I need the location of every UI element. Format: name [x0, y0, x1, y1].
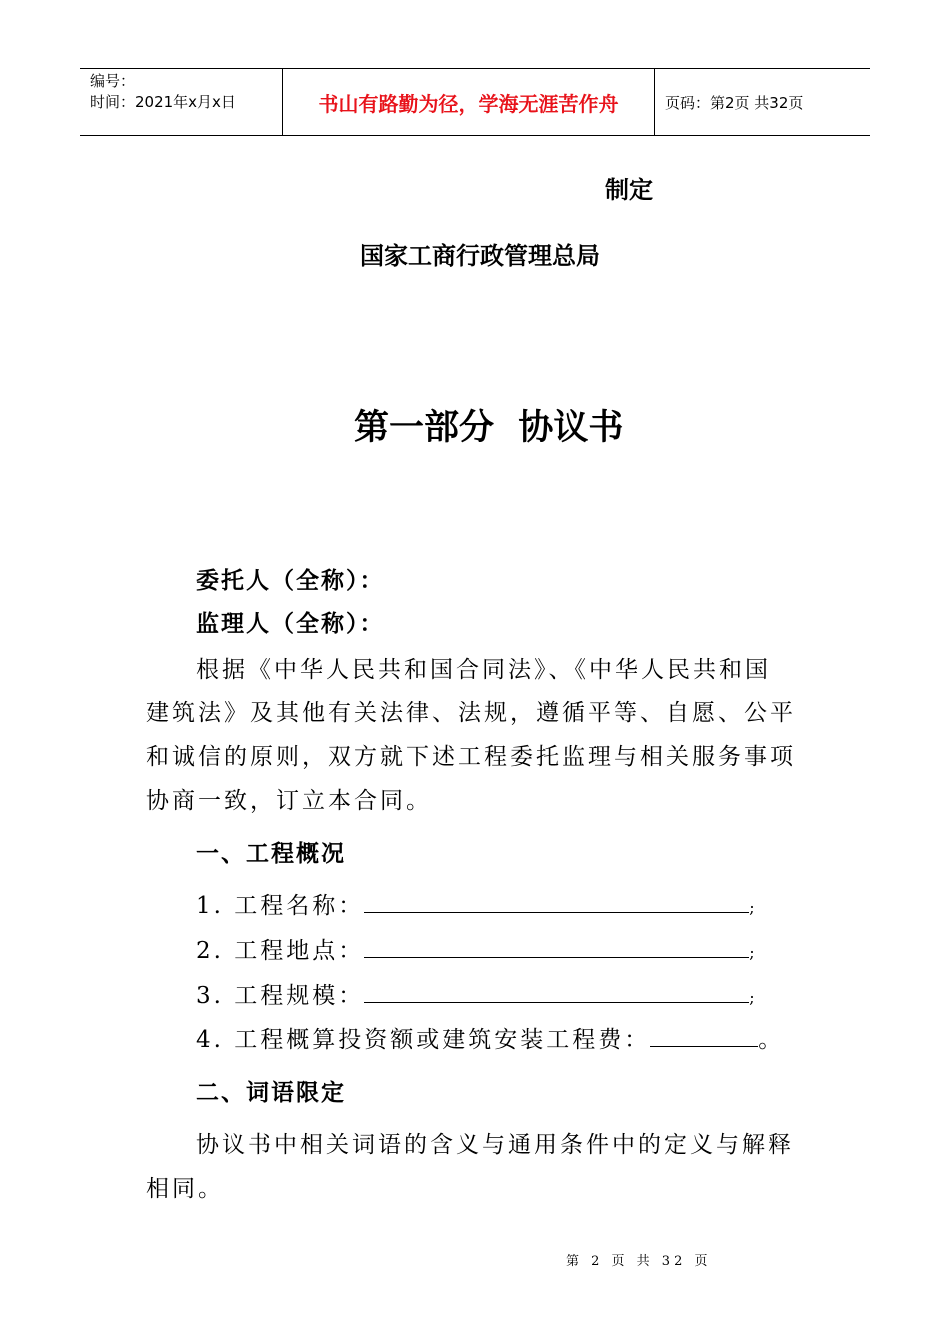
- blank-line: [650, 1024, 758, 1047]
- header-motto: 书山有路勤为径，学海无涯苦作舟: [282, 69, 655, 135]
- item-project-name: [196, 887, 758, 920]
- item-end: ;: [749, 898, 758, 917]
- part-title: 第一部分 协议书: [354, 408, 624, 448]
- blank-line: [364, 980, 749, 1003]
- made-by-label: 制定: [605, 176, 653, 204]
- section2-line-2: 相同。: [146, 1176, 224, 1202]
- intro-line-1: 根据《中华人民共和国合同法》、《中华人民共和国: [196, 657, 771, 683]
- header-meta: [80, 69, 282, 135]
- section2-line-1: 协议书中相关词语的含义与通用条件中的定义与解释: [196, 1132, 794, 1158]
- item-project-scale: [196, 977, 758, 1010]
- item-label: 3. 工程规模：: [196, 983, 365, 1009]
- document-number: 编号：: [90, 72, 136, 90]
- item-end: ;: [749, 988, 758, 1007]
- item-label: 1. 工程名称：: [196, 893, 365, 919]
- bureau-name: 国家工商行政管理总局: [360, 242, 600, 270]
- blank-line: [364, 935, 749, 958]
- intro-line-3: 和诚信的原则，双方就下述工程委托监理与相关服务事项: [146, 744, 796, 770]
- item-project-location: [196, 932, 758, 965]
- intro-line-4: 协商一致，订立本合同。: [146, 788, 432, 814]
- page-header: [80, 68, 870, 136]
- intro-line-2: 建筑法》及其他有关法律、法规，遵循平等、自愿、公平: [146, 700, 796, 726]
- item-label: 2. 工程地点：: [196, 938, 365, 964]
- supervisor-label: 监理人（全称）：: [196, 611, 385, 637]
- item-end: 。: [758, 1027, 785, 1053]
- header-page-info: 页码：第2页 共32页: [665, 93, 804, 112]
- item-end: ;: [749, 943, 758, 962]
- blank-line: [364, 890, 749, 913]
- item-label: 4. 工程概算投资额或建筑安装工程费：: [196, 1027, 651, 1053]
- client-label: 委托人（全称）：: [196, 568, 385, 594]
- document-time: 时间：2021年x月x日: [90, 93, 236, 111]
- item-project-cost: [196, 1021, 784, 1054]
- page-footer: 第 2 页 共 32 页: [566, 1254, 712, 1269]
- section1-heading: 一、工程概况: [196, 841, 346, 867]
- section2-heading: 二、词语限定: [196, 1080, 346, 1106]
